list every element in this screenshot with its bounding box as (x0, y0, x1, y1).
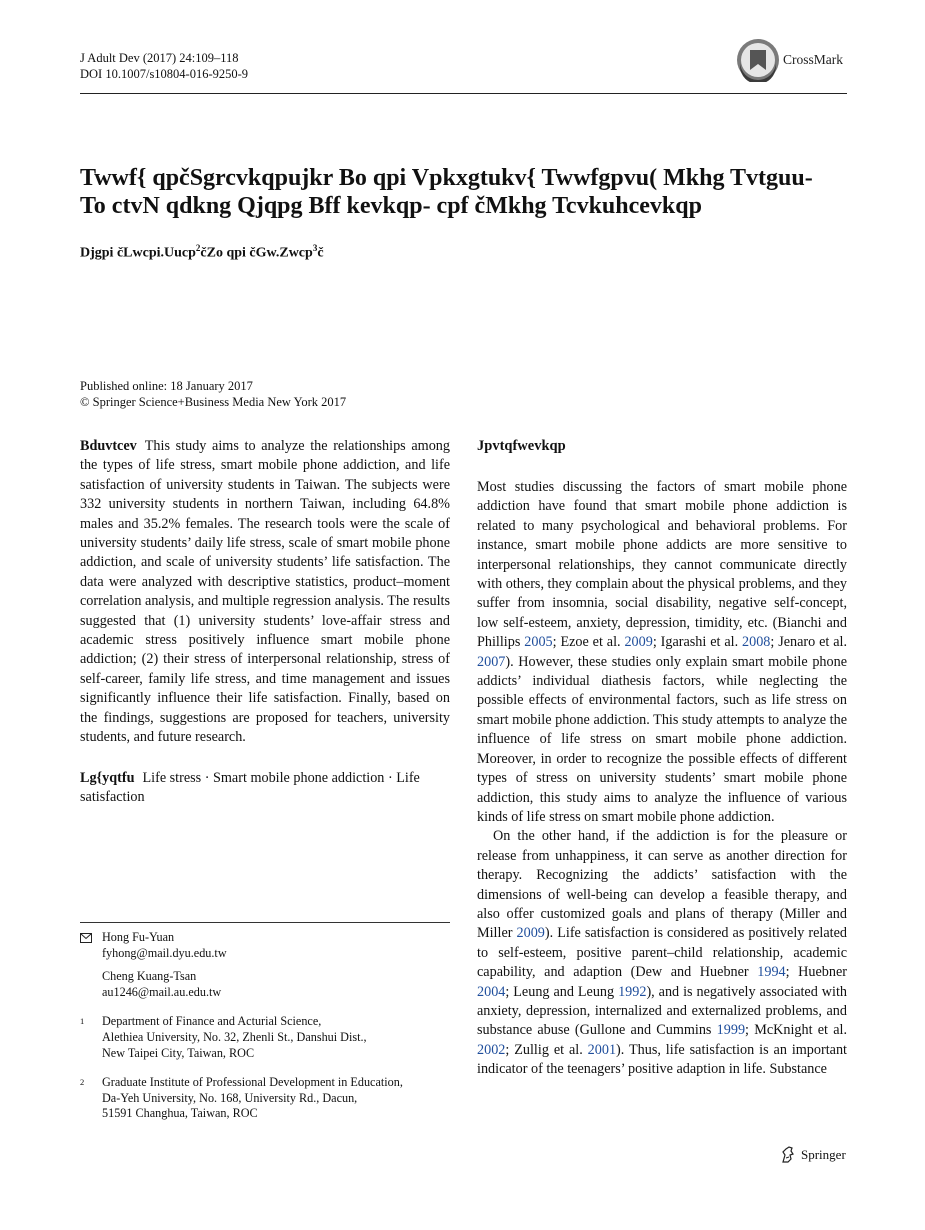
affiliation-number: 1 (80, 1016, 85, 1027)
affiliation-line: Graduate Institute of Professional Development in Education, (102, 1075, 403, 1090)
affiliation-line: 51591 Changhua, Taiwan, ROC (102, 1106, 258, 1121)
affiliation-line: Department of Finance and Acturial Science, (102, 1014, 322, 1029)
text-run: ). Life satisfaction is considered as positively related to self-esteem, positive parent–child relationship, academic capability, and adaption (Dew and Huebner (477, 925, 847, 981)
author-part: čZo qpi čGw.Zwcp (200, 245, 313, 261)
citation-link[interactable]: 1999 (716, 1022, 746, 1039)
author-email[interactable]: fyhong@mail.dyu.edu.tw (102, 945, 227, 960)
keywords (80, 769, 450, 808)
author-email[interactable]: au1246@mail.au.edu.tw (102, 984, 222, 999)
affiliation-line: Alethiea University, No. 32, Zhenli St., Danshui Dist., (102, 1029, 367, 1044)
author-name: Cheng Kuang-Tsan (102, 969, 197, 984)
author-list (80, 243, 847, 262)
author-contact-1 (80, 930, 450, 961)
footnote-rule (80, 922, 450, 923)
title-line-2: To ctvN qdkng Qjqpg Bff kevkqp- cpf čMkhg Tcvkuhcevkqp (80, 193, 702, 219)
citation-link[interactable]: 1994 (757, 964, 786, 981)
journal-citation: J Adult Dev (2017) 24:109–118 (80, 51, 239, 65)
text-run: ; Huebner (785, 964, 847, 981)
doi[interactable]: DOI 10.1007/s10804-016-9250-9 (80, 67, 249, 81)
author-part: č (317, 245, 324, 261)
text-run: ; Zullig et al. (505, 1041, 588, 1058)
text-run: ; Ezoe et al. (552, 634, 625, 651)
paragraph (477, 827, 847, 1079)
text-run: On the other hand, if the addiction is for the pleasure or release from unhappiness, it can serve as another direction for therapy. Recognizing the addicts’ satisfaction with the dimensions of well-being can develop a feasible therapy, and also offer customized goals and plans of therapy (Miller and Miller (477, 828, 847, 942)
publication-info (80, 378, 346, 410)
publisher-mark (780, 1146, 850, 1164)
crossmark-label: CrossMark (783, 52, 843, 67)
affiliation-line: Da-Yeh University, No. 168, University Rd., Dacun, (102, 1090, 358, 1105)
text-run: ; Igarashi et al. (652, 634, 742, 651)
citation-link[interactable]: 2002 (477, 1041, 506, 1058)
title-line-1: Twwf{ qpčSgrcvkqpujkr Bo qpi Vpkxgtukv{ Twwfgpvu( Mkhg Tvtguu- (80, 165, 813, 191)
affiliation-number: 2 (80, 1077, 85, 1088)
citation-link[interactable]: 2004 (477, 983, 506, 1000)
right-column (477, 437, 847, 1080)
keywords-text: Life stress · Smart mobile phone addiction · Life satisfaction (80, 769, 420, 805)
publisher-name: Springer (801, 1147, 846, 1162)
text-run: ). However, these studies only explain smart mobile phone addicts’ individual diathesis factors, while neglecting the possible effects of environmental factors, such as life stress on smart mobile phone addiction. This study attempts to analyze the influence of life stress on smart mobile phone addiction. Moreover, in order to recognize the possible effects of different types of stress on university students’ smart mobile phone addiction, this study aims to analyze the influence of various kinds of life stress on smart mobile phone addiction. (477, 653, 847, 825)
journal-meta (80, 50, 248, 82)
author-superscript: 2 (195, 243, 201, 253)
envelope-icon (80, 930, 92, 948)
text-run: ; Jenaro et al. (770, 634, 847, 651)
crossmark-badge[interactable] (736, 38, 848, 84)
affiliation-1 (80, 1014, 450, 1061)
paragraph (477, 478, 847, 827)
abstract-text: This study aims to analyze the relationships among the types of life stress, smart mobile phone addiction, and life satisfaction of university students in Taiwan. The subjects were 332 university students in northern Taiwan, including 64.8% males and 35.2% females. The research tools were the scale of university students’ daily life stress, scale of smart mobile phone addiction, and scale of university students’ life satisfaction. The data were analyzed with descriptive statistics, product–moment correlation analysis, and multiple regression analysis. The results suggested that (1) university students’ love-affair stress and academic stress positively influence smart mobile phone addiction; (2) their stress of interpersonal relationship, stress of self-career, family life stress, and time management and issues significantly influence their life satisfaction. Finally, based on the findings, suggestions are proposed for teachers, university students, and future research. (80, 438, 450, 746)
author-part: Djgpi čLwcpi.Uucp (80, 245, 196, 261)
header-rule (80, 93, 847, 94)
left-column (80, 437, 450, 807)
text-run: ; McKnight et al. (745, 1022, 847, 1039)
affiliation-line: New Taipei City, Taiwan, ROC (102, 1045, 255, 1060)
affiliation-2 (80, 1075, 450, 1122)
author-name: Hong Fu-Yuan (102, 930, 175, 944)
published-date: Published online: 18 January 2017 (80, 379, 253, 393)
article-title (80, 164, 847, 220)
citation-link[interactable]: 2008 (742, 634, 771, 651)
author-contact-2 (80, 969, 450, 1000)
text-run: ; Leung and Leung (505, 983, 619, 1000)
springer-horse-icon (780, 1146, 796, 1164)
text-run: ). Thus, life satisfaction is an important indicator of the teenagers’ positive adaption in life. Substance (477, 1041, 847, 1078)
citation-link[interactable]: 2007 (477, 653, 506, 670)
citation-link[interactable]: 2005 (524, 634, 553, 651)
citation-link[interactable]: 2001 (587, 1041, 617, 1058)
keywords-label: Lg{yqtfu (80, 769, 135, 786)
section-heading: Jpvtqfwevkqp (477, 438, 566, 454)
text-run: Most studies discussing the factors of smart mobile phone addiction have found that smart mobile phone addiction is related to many psychological and behavioral problems. For instance, smart mobile phone addicts are more sensitive to interpersonal relationships, they cannot communicate directly with others, they complain about the physical problems, and they suffer from insomnia, social disability, negative self-concept, low self-esteem, anxiety, depression, timidity, etc. (Bianchi and Phillips (477, 479, 847, 651)
footnotes (80, 930, 450, 1122)
citation-link[interactable]: 2009 (624, 634, 653, 651)
abstract-label: Bduvtcev (80, 438, 137, 454)
crossmark-icon (736, 38, 780, 82)
citation-link[interactable]: 2009 (516, 925, 545, 942)
copyright: © Springer Science+Business Media New York 2017 (80, 395, 347, 409)
abstract (80, 437, 450, 748)
citation-link[interactable]: 1992 (618, 983, 647, 1000)
text-run: ), and is negatively associated with anxiety, depression, internalized and externalized problems, and substance abuse (Gullone and Cummins (477, 983, 847, 1039)
author-superscript: 3 (312, 243, 318, 253)
